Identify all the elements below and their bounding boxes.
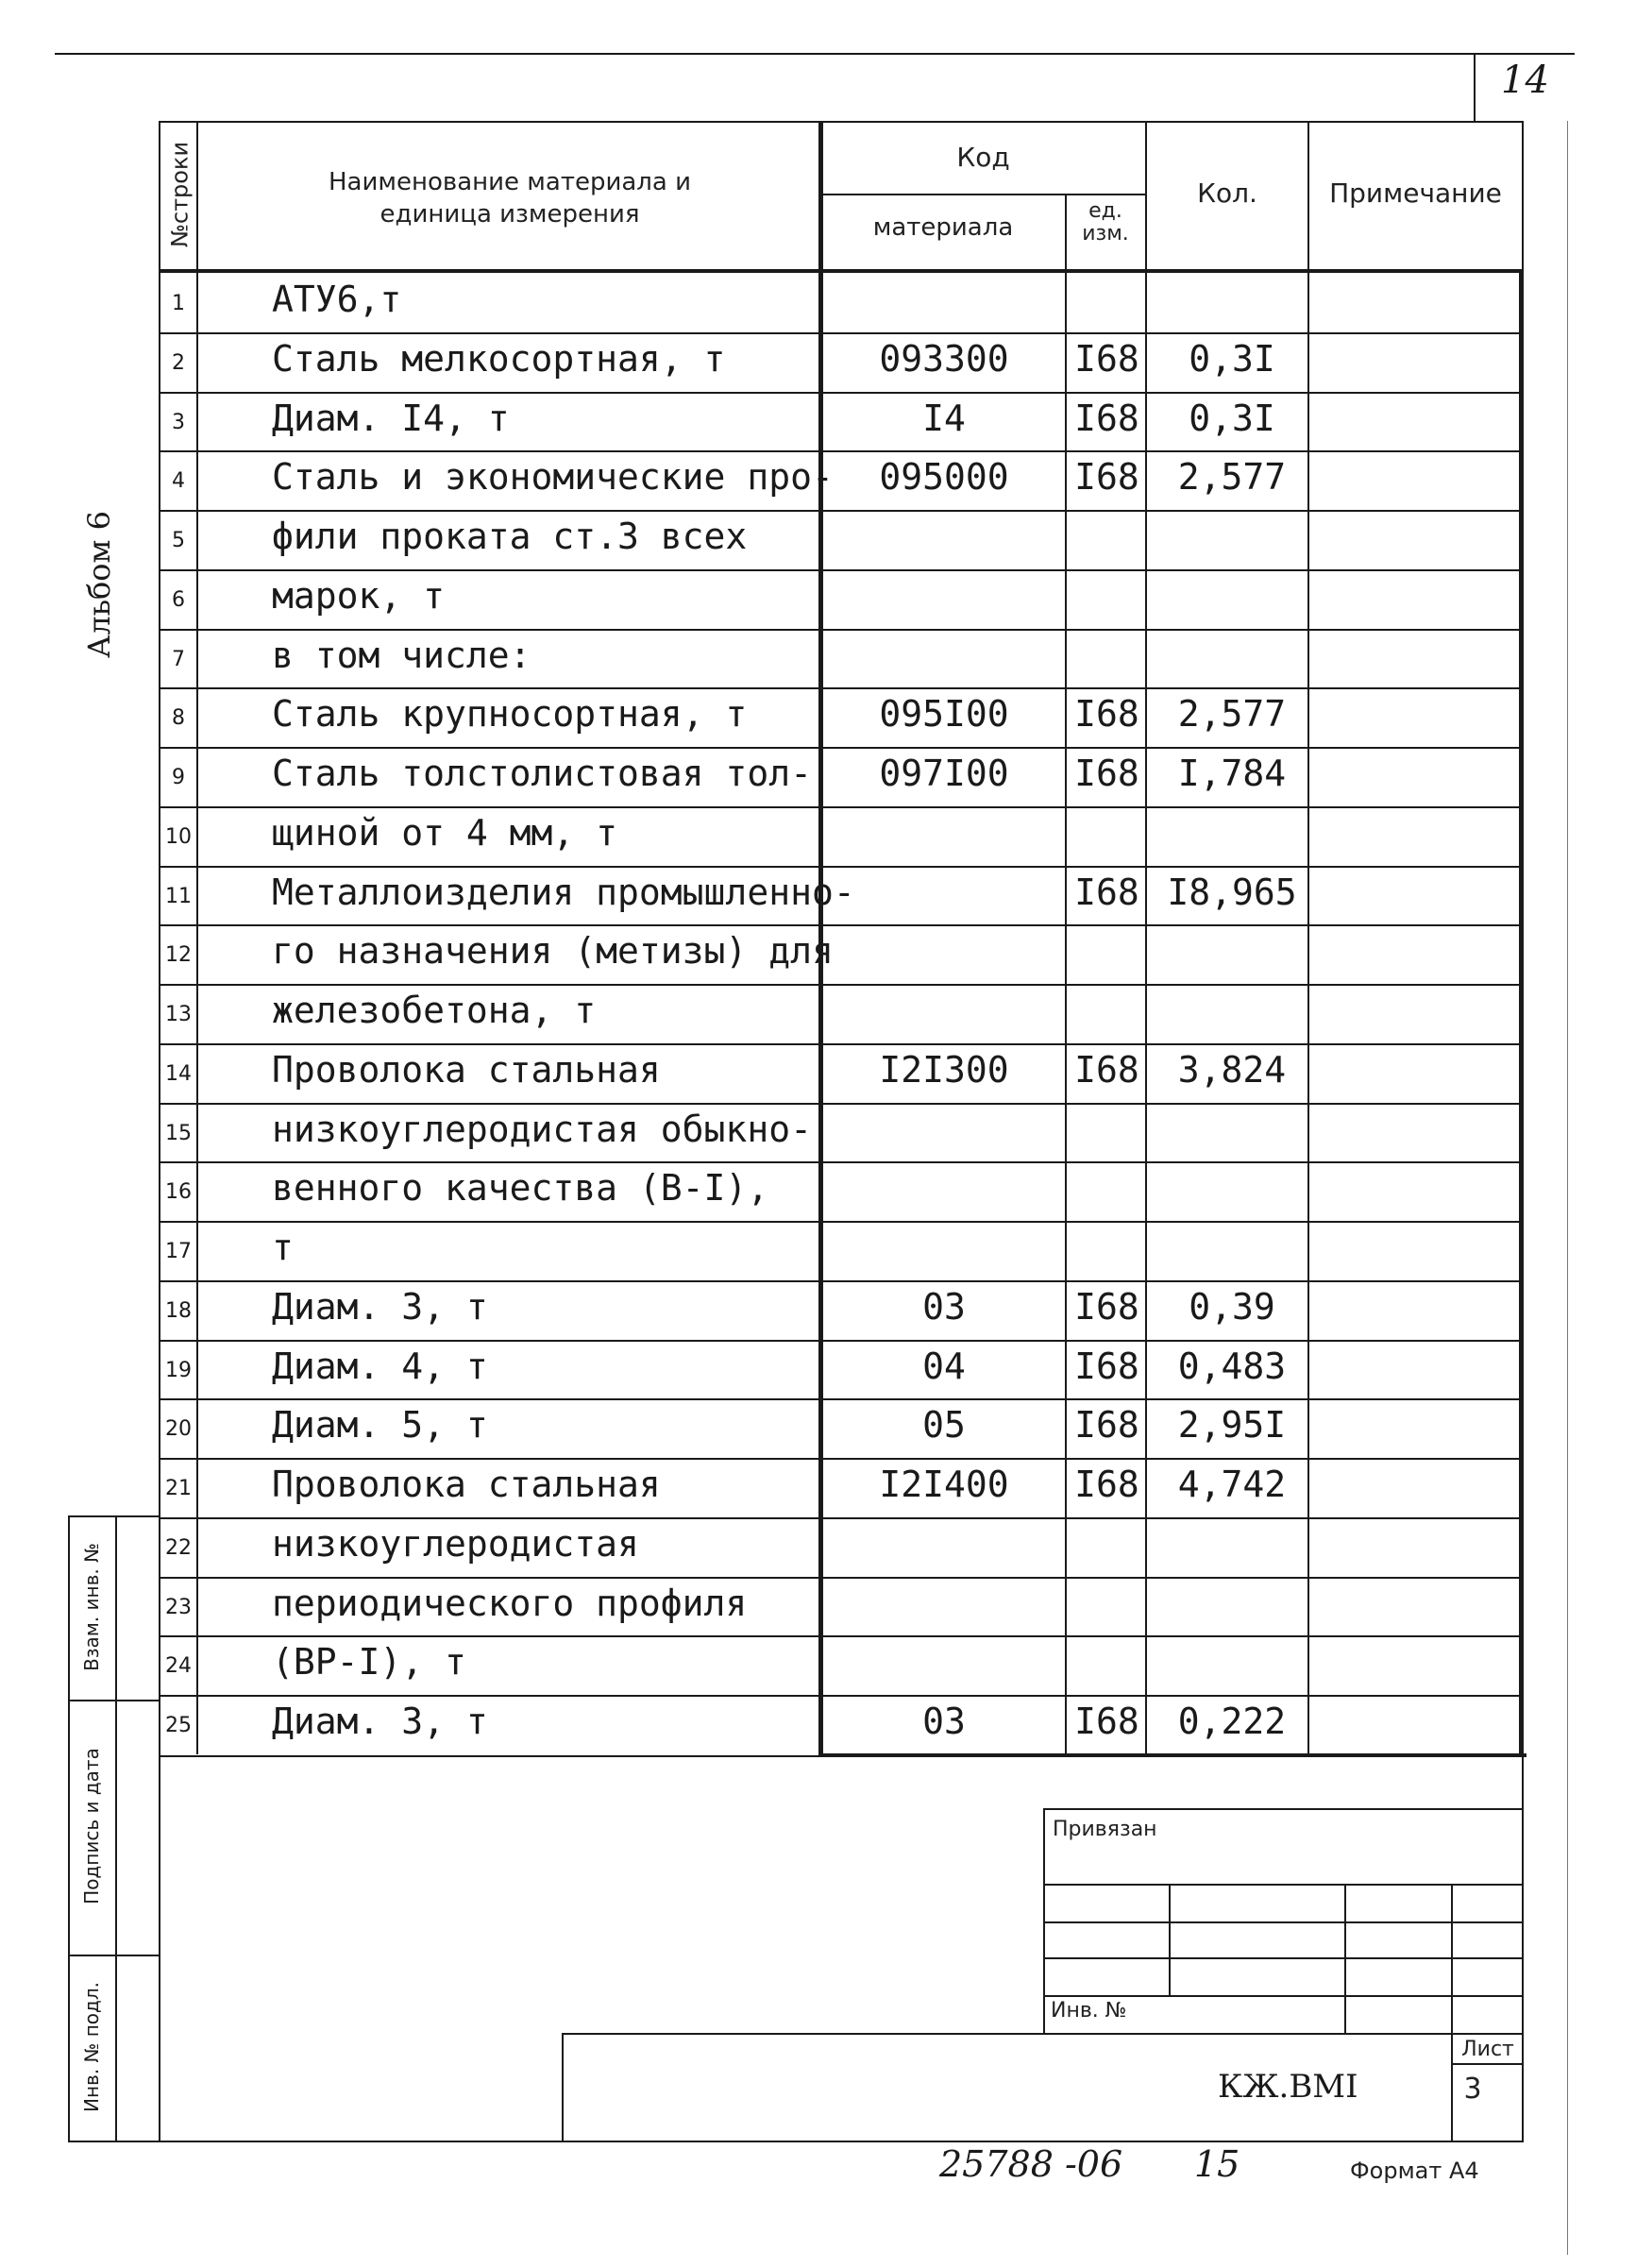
row-separator: [159, 1695, 1523, 1697]
row-number: 10: [165, 825, 192, 849]
strip-mid-border: [115, 1515, 117, 2142]
privyazan-label: Привязан: [1053, 1818, 1157, 1841]
row-separator: [159, 1340, 1523, 1342]
top-border: [55, 53, 1575, 55]
code-header-split: [821, 194, 1145, 195]
row-number: 20: [165, 1417, 192, 1441]
material-name: (ВР-I), т: [272, 1641, 466, 1683]
unit-code: I68: [1074, 872, 1139, 913]
unit-code: I68: [1074, 753, 1139, 794]
row-separator: [159, 1577, 1523, 1579]
unit-code: I68: [1074, 1286, 1139, 1328]
album-label-box: [57, 491, 142, 680]
right-margin-line: [1567, 121, 1568, 2255]
sheet-label: Лист: [1461, 2038, 1514, 2061]
row-separator: [159, 629, 1523, 631]
unit-code: I68: [1074, 1464, 1139, 1505]
quantity: 2,577: [1177, 693, 1287, 735]
tb-main-left: [562, 2033, 564, 2141]
material-code: I2I400: [879, 1464, 1009, 1505]
tb-v1: [1169, 1884, 1171, 1995]
vzam-box: [68, 1515, 115, 1700]
quantity: 0,222: [1177, 1701, 1287, 1742]
podpis-label: Подпись и дата: [80, 1748, 103, 1904]
row-separator: [159, 924, 1523, 926]
row-separator: [159, 687, 1523, 689]
row-separator: [159, 1398, 1523, 1400]
row-separator: [159, 747, 1523, 749]
material-name: марок, т: [272, 575, 446, 617]
corner-page-number: 14: [1501, 59, 1549, 102]
podpis-box: [68, 1700, 115, 1955]
row-separator: [159, 1635, 1523, 1637]
quantity: 4,742: [1177, 1464, 1287, 1505]
row-number: 5: [172, 529, 185, 552]
row-number: 11: [165, 885, 192, 908]
material-code: 04: [922, 1346, 966, 1387]
unit-code: I68: [1074, 338, 1139, 380]
material-code: 097I00: [879, 753, 1009, 794]
row-separator: [159, 1280, 1523, 1282]
tb-sheet-line: [1451, 2063, 1523, 2065]
quantity: 0,3I: [1189, 398, 1275, 439]
quantity: 3,824: [1177, 1049, 1287, 1091]
row-number: 15: [165, 1122, 192, 1145]
unit-code: I68: [1074, 456, 1139, 498]
row-number: 9: [172, 766, 185, 789]
material-name: низкоуглеродистая: [272, 1523, 639, 1565]
table-right-thick: [1519, 269, 1524, 1756]
material-name: фили проката ст.3 всех: [272, 516, 748, 557]
material-name: т: [272, 1227, 294, 1268]
row-separator: [159, 1517, 1523, 1519]
unit-header: ед. изм.: [1082, 199, 1129, 245]
material-name: Сталь толстолистовая тол-: [272, 753, 812, 794]
row-number: 7: [172, 648, 185, 671]
row-number: 18: [165, 1299, 192, 1323]
material-code: 095I00: [879, 693, 1009, 735]
material-code: 03: [922, 1701, 966, 1742]
quantity: I8,965: [1167, 872, 1297, 913]
row-number: 24: [165, 1654, 192, 1678]
doc-code: КЖ.ВМI: [1218, 2068, 1358, 2106]
vzam-label: Взам. инв. №: [80, 1543, 103, 1671]
material-name: венного качества (В-I),: [272, 1167, 769, 1209]
tb-top: [1043, 1808, 1523, 1810]
quantity: 0,39: [1189, 1286, 1275, 1328]
material-name: Диам. 5, т: [272, 1404, 488, 1446]
row-separator: [159, 332, 1523, 334]
tb-main-top: [562, 2033, 1523, 2035]
row-number: 16: [165, 1180, 192, 1204]
inv-box: [68, 1955, 115, 2141]
code-header: Код: [956, 142, 1010, 173]
material-name: Диам. 3, т: [272, 1286, 488, 1328]
row-number: 3: [172, 411, 185, 434]
col-divider-rowno: [196, 121, 198, 1754]
table-top-border: [159, 121, 1523, 123]
material-name: Сталь и экономические про-: [272, 456, 834, 498]
inv-label: Инв. № подл.: [80, 1982, 103, 2112]
row-number: 22: [165, 1536, 192, 1560]
row-number: 1: [172, 292, 185, 315]
unit-code: I68: [1074, 398, 1139, 439]
material-name: Диам. I4, т: [272, 398, 510, 439]
row-separator: [159, 450, 1523, 452]
row-number: 23: [165, 1596, 192, 1619]
row-number: 2: [172, 351, 185, 375]
row-separator: [159, 866, 1523, 868]
material-name: Проволока стальная: [272, 1049, 661, 1091]
bottom-area-right: [1522, 1755, 1524, 2142]
material-name: периодического профиля: [272, 1583, 748, 1624]
material-name: АТУ6,т: [272, 279, 402, 320]
archive-number: 25788 -06: [939, 2143, 1123, 2185]
row-separator: [159, 1043, 1523, 1045]
row-separator: [159, 984, 1523, 986]
bottom-area-bottom: [159, 2141, 1523, 2142]
row-separator: [159, 1458, 1523, 1460]
row-separator: [159, 392, 1523, 394]
note-header: Примечание: [1329, 178, 1502, 209]
row-number: 21: [165, 1477, 192, 1500]
corner-divider: [1474, 53, 1476, 121]
material-name: Диам. 3, т: [272, 1701, 488, 1742]
material-code: 095000: [879, 456, 1009, 498]
material-name: Металлоизделия промышленно-: [272, 872, 855, 913]
album-label: Альбом 6: [81, 511, 117, 658]
row-separator: [159, 1161, 1523, 1163]
header-bottom-border: [159, 269, 1523, 273]
material-name: Сталь крупносортная, т: [272, 693, 748, 735]
unit-code: I68: [1074, 693, 1139, 735]
row-separator: [159, 1103, 1523, 1105]
tb-v3: [1451, 1884, 1453, 2141]
material-name: Проволока стальная: [272, 1464, 661, 1505]
material-name: щиной от 4 мм, т: [272, 812, 618, 854]
quantity: I,784: [1177, 753, 1287, 794]
name-header: Наименование материала и единица измерения: [328, 168, 692, 228]
row-number: 4: [172, 469, 185, 493]
quantity: 2,95I: [1177, 1404, 1287, 1446]
material-name: железобетона, т: [272, 990, 597, 1031]
quantity: 0,3I: [1189, 338, 1275, 380]
material-name: Сталь мелкосортная, т: [272, 338, 726, 380]
quantity: 2,577: [1177, 456, 1287, 498]
material-code: I2I300: [879, 1049, 1009, 1091]
row-number: 13: [165, 1003, 192, 1026]
sheet-number: 3: [1463, 2073, 1482, 2106]
material-name: Диам. 4, т: [272, 1346, 488, 1387]
material-code: 03: [922, 1286, 966, 1328]
row-number: 12: [165, 943, 192, 967]
material-code: 093300: [879, 338, 1009, 380]
tb-v2: [1344, 1884, 1346, 2035]
material-code: I4: [922, 398, 966, 439]
row-separator: [159, 510, 1523, 512]
material-code: 05: [922, 1404, 966, 1446]
row-separator: [159, 806, 1523, 808]
handwritten-number: 15: [1194, 2143, 1240, 2185]
quantity: 0,483: [1177, 1346, 1287, 1387]
material-name: го назначения (метизы) для: [272, 930, 834, 972]
bottom-area-top: [159, 1755, 1523, 1757]
row-separator: [159, 1221, 1523, 1223]
unit-code: I68: [1074, 1701, 1139, 1742]
inv-no-label: Инв. №: [1051, 1999, 1127, 2023]
material-header: материала: [872, 213, 1014, 242]
strip-bottom: [68, 2141, 160, 2142]
row-no-header-box: [162, 123, 196, 269]
unit-code: I68: [1074, 1049, 1139, 1091]
row-number: 19: [165, 1359, 192, 1382]
row-number: 8: [172, 706, 185, 730]
unit-code: I68: [1074, 1404, 1139, 1446]
material-name: в том числе:: [272, 635, 531, 676]
qty-header: Кол.: [1197, 178, 1257, 209]
row-number: 6: [172, 588, 185, 612]
row-separator: [159, 569, 1523, 571]
row-number: 14: [165, 1062, 192, 1086]
col-divider-qty: [1307, 121, 1309, 1754]
row-number: 17: [165, 1240, 192, 1263]
material-name: низкоуглеродистая обыкно-: [272, 1109, 812, 1150]
row-number: 25: [165, 1714, 192, 1737]
row-no-header: №строки: [166, 141, 194, 248]
format-label: Формат А4: [1350, 2158, 1479, 2184]
unit-code: I68: [1074, 1346, 1139, 1387]
